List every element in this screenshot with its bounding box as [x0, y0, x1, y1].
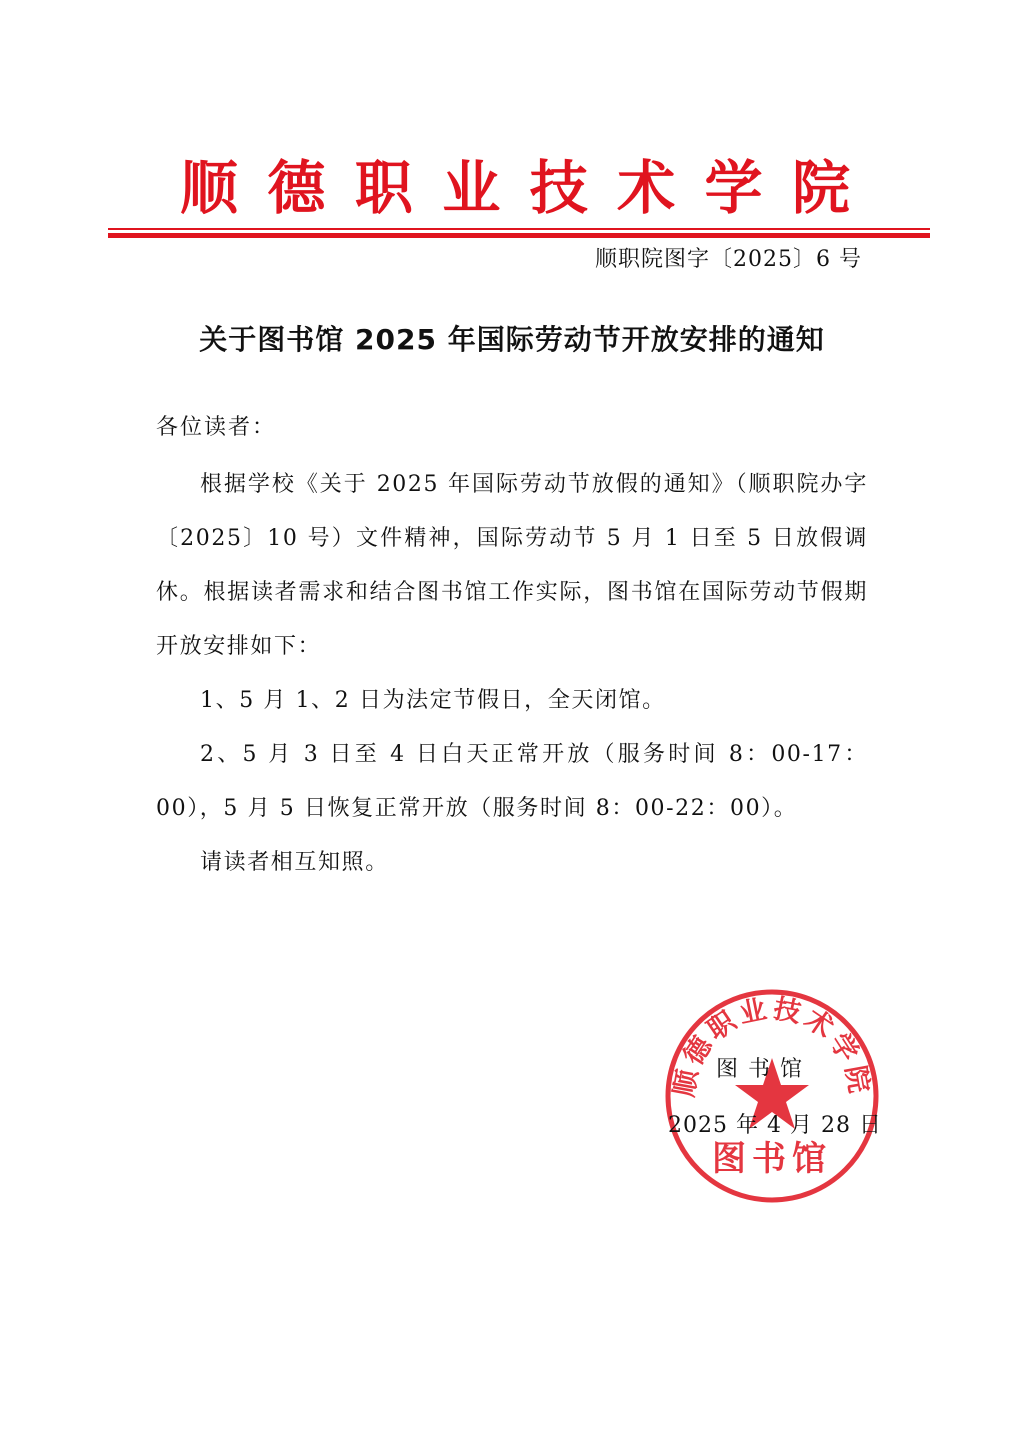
header-char: 学	[704, 154, 763, 222]
signature: 图书馆	[716, 1057, 813, 1082]
header-rule-thick	[108, 233, 930, 238]
document-title: 关于图书馆 2025 年国际劳动节开放安排的通知	[199, 323, 825, 356]
body-paragraph: 1、5 月 1、2 日为法定节假日，全天闭馆。	[200, 688, 666, 713]
header-char: 院	[791, 154, 850, 222]
header-char: 业	[442, 154, 501, 222]
header-char: 顺	[180, 154, 239, 222]
official-seal	[662, 986, 882, 1206]
header-char: 德	[267, 154, 326, 222]
body-paragraph: 根据学校《关于 2025 年国际劳动节放假的通知》（顺职院办字〔2025〕10 号）文件精神，国际劳动节 5 月 1 日至 5 日放假调休。根据读者需求和结合图书馆工作实际，图书馆在国际劳动节假期开放安排如下：	[156, 472, 868, 659]
issue-date: 2025 年 4 月 28 日	[668, 1113, 882, 1138]
seal-ring-text: 顺德职业技术学院	[668, 993, 876, 1100]
notice-body	[156, 458, 868, 890]
header-rule-thin	[108, 228, 930, 230]
header-char: 职	[354, 154, 413, 222]
document-number: 顺职院图字〔2025〕6 号	[595, 247, 862, 272]
institution-header	[180, 143, 850, 223]
seal-center-text: 图书馆	[712, 1139, 832, 1179]
salutation: 各位读者：	[156, 415, 277, 440]
header-char: 技	[529, 154, 588, 222]
body-paragraph: 请读者相互知照。	[200, 850, 389, 875]
header-char: 术	[617, 154, 676, 222]
body-paragraph: 2、5 月 3 日至 4 日白天正常开放（服务时间 8：00-17：00），5 月 5 日恢复正常开放（服务时间 8：00-22：00）。	[156, 742, 868, 821]
